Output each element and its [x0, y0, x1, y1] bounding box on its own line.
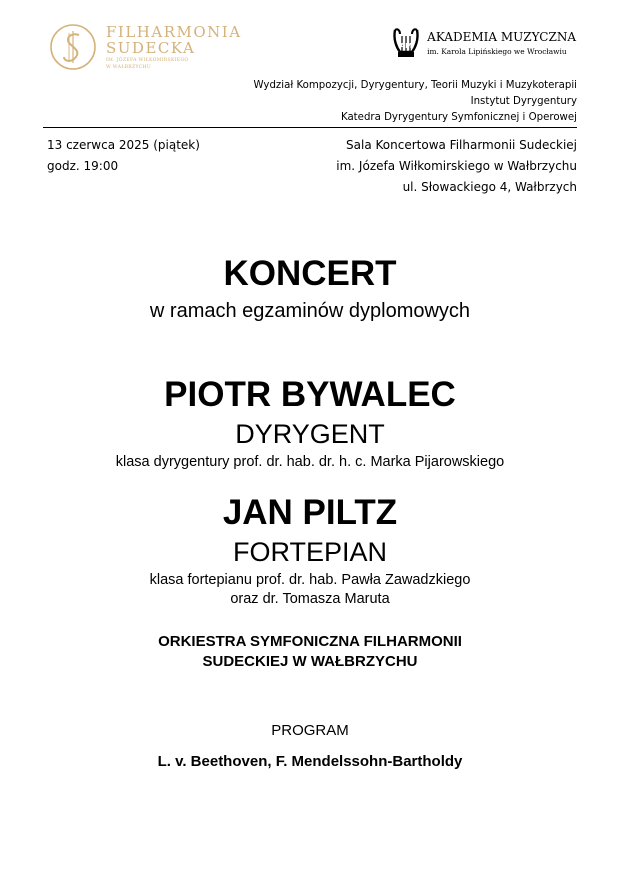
akademia-name: AKADEMIA MUZYCZNA — [427, 30, 576, 44]
filharmonia-sub-line2: W WAŁBRZYCHU — [106, 65, 152, 70]
performer-class: klasa dyrygentury prof. dr. hab. dr. h. c. Marka Pijarowskiego — [115, 454, 505, 470]
event-time: godz. 19:00 — [47, 159, 119, 173]
header-divider — [43, 127, 577, 128]
filharmonia-emblem-icon — [48, 22, 98, 72]
program-label: PROGRAM — [271, 722, 349, 739]
filharmonia-name-line1: FILHARMONIA — [106, 23, 242, 41]
venue-line-3: ul. Słowackiego 4, Wałbrzych — [402, 180, 577, 194]
filharmonia-name-line2: SUDECKA — [106, 39, 196, 57]
institute-line: Instytut Dyrygentury — [470, 96, 577, 107]
venue-line-2: im. Józefa Wiłkomirskiego w Wałbrzychu — [336, 159, 577, 173]
akademia-logo — [391, 26, 576, 60]
performer-class — [0, 571, 620, 609]
filharmonia-sub-line1: IM. JÓZEFA WIŁKOMIRSKIEGO — [106, 58, 189, 63]
performer-class-line: klasa fortepianu prof. dr. hab. Pawła Zawadzkiego — [149, 572, 471, 588]
concert-subtitle: w ramach egzaminów dyplomowych — [149, 300, 471, 322]
lyre-icon — [391, 26, 421, 60]
performer-name: JAN PILTZ — [222, 493, 398, 532]
chair-line: Katedra Dyrygentury Symfonicznej i Operowej — [340, 112, 577, 123]
performer-role: DYRYGENT — [235, 419, 385, 449]
concert-title: KONCERT — [223, 254, 397, 293]
orchestra-line-1: ORKIESTRA SYMFONICZNA FILHARMONII — [158, 633, 462, 650]
orchestra-name — [0, 632, 620, 672]
event-date: 13 czerwca 2025 (piątek) — [47, 138, 200, 152]
department-line: Wydział Kompozycji, Dyrygentury, Teorii Muzyki i Muzykoterapii — [253, 80, 577, 91]
program-composers: L. v. Beethoven, F. Mendelssohn-Bartholdy — [157, 753, 463, 770]
performer-class-line: oraz dr. Tomasza Maruta — [230, 591, 390, 607]
venue-block — [336, 135, 577, 198]
orchestra-line-2: SUDECKIEJ W WAŁBRZYCHU — [202, 653, 418, 670]
venue-line-1: Sala Koncertowa Filharmonii Sudeckiej — [346, 138, 577, 152]
filharmonia-logo — [48, 22, 242, 72]
date-block — [47, 135, 200, 177]
performer-role: FORTEPIAN — [232, 537, 388, 567]
department-block — [254, 78, 577, 126]
performer-name: PIOTR BYWALEC — [164, 375, 456, 414]
akademia-sub: im. Karola Lipińskiego we Wrocławiu — [427, 47, 567, 56]
akademia-badge: AM — [399, 42, 413, 50]
